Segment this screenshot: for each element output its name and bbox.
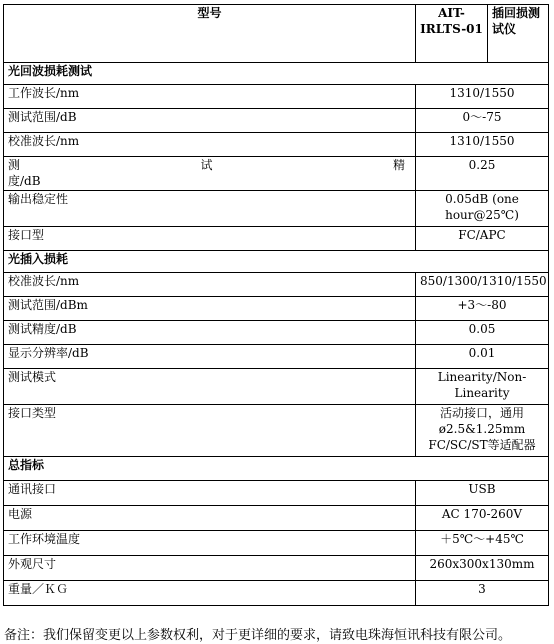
table-row [4,133,549,157]
param-label: 校准波长/nm [4,273,416,297]
table-row [4,369,549,405]
param-part: 精 [392,158,405,172]
table-row [4,85,549,109]
table-row [4,345,549,369]
param-value: +3～-80 [416,297,549,321]
table-row [4,227,549,251]
section-title-general: 总指标 [4,457,549,481]
table-row [4,481,549,506]
model-number: AIT-IRLTS-01 [416,5,488,63]
table-row [4,531,549,556]
param-value: 0.05dB (one hour@25℃) [416,191,549,227]
table-row [4,556,549,581]
param-label: 工作波长/nm [4,85,416,109]
section-title-insertion-loss: 光插入损耗 [4,251,549,273]
param-label: 接口类型 [4,405,416,457]
table-row [4,506,549,531]
param-label: 测试精度/dB [4,321,416,345]
spread-text [8,157,411,173]
param-value: 0.25 [416,157,549,191]
param-label [4,157,416,191]
param-value: 1310/1550 [416,133,549,157]
product-name: 插回损测试仪 [488,5,549,63]
param-value: 3 [416,581,549,606]
param-value: 1310/1550 [416,85,549,109]
param-label: 测试范围/dBm [4,297,416,321]
param-value: AC 170-260V [416,506,549,531]
param-value: FC/APC [416,227,549,251]
param-label: 重量／ＫＧ [4,581,416,606]
section-row [4,457,549,481]
param-value: 活动接口，通用ø2.5&1.25mm FC/SC/ST等适配器 [416,405,549,457]
table-row [4,273,549,297]
table-row [4,191,549,227]
param-value: 0.01 [416,345,549,369]
param-label: 通讯接口 [4,481,416,506]
table-row [4,581,549,606]
param-label: 测试范围/dB [4,109,416,133]
param-part: 测 [8,158,21,172]
param-label: 输出稳定性 [4,191,416,227]
param-part: 度/dB [8,174,41,188]
table-row [4,297,549,321]
param-label: 显示分辨率/dB [4,345,416,369]
footer-note: 备注：我们保留变更以上参数权利，对于更详细的要求，请致电珠海恒讯科技有限公司。 [4,628,512,643]
section-title-return-loss: 光回波损耗测试 [4,63,549,85]
param-part: 试 [200,158,213,172]
table-row [4,157,549,191]
param-value: 0～-75 [416,109,549,133]
param-label: 接口型 [4,227,416,251]
param-label: 测试模式 [4,369,416,405]
section-row [4,251,549,273]
param-label: 工作环境温度 [4,531,416,556]
param-value: Linearity/Non-Linearity [416,369,549,405]
spec-table [3,4,549,606]
table-row [4,405,549,457]
table-row [4,109,549,133]
param-value: 850/1300/1310/1550 [416,273,549,297]
table-row [4,321,549,345]
section-row [4,63,549,85]
param-value: USB [416,481,549,506]
param-value: 0.05 [416,321,549,345]
param-label: 电源 [4,506,416,531]
param-value: ＋5℃～+45℃ [416,531,549,556]
param-label: 校准波长/nm [4,133,416,157]
param-value: 260x300x130mm [416,556,549,581]
type-label: 型号 [4,5,416,63]
header-row [4,5,549,63]
param-label: 外观尺寸 [4,556,416,581]
